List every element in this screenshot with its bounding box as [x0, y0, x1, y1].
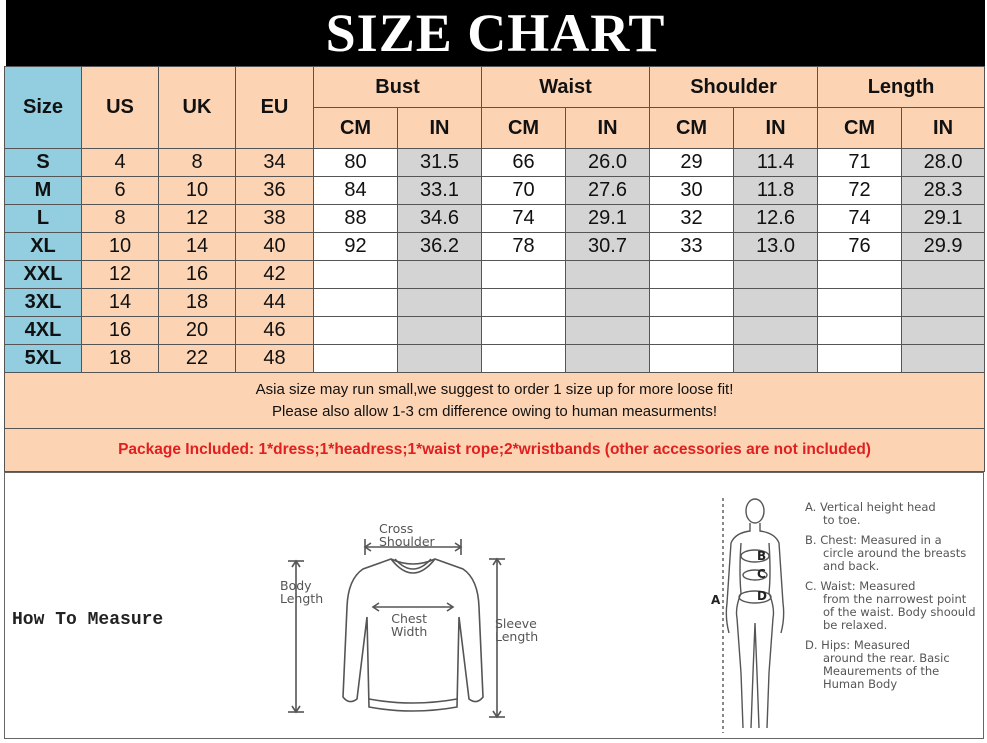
waist-cm-cell	[482, 261, 566, 289]
waist-in-cell: 30.7	[566, 233, 650, 261]
shoulder-cm-cell: 29	[650, 149, 734, 177]
size-rows	[5, 149, 985, 373]
eu-cell: 36	[236, 177, 314, 205]
length-in-cell	[902, 289, 985, 317]
package-row	[5, 429, 985, 472]
definition-b: B. Chest: Measured in a circle around the breasts and back.	[805, 533, 967, 573]
how-to-measure-label: How To Measure	[12, 610, 164, 630]
letter-b: B	[757, 549, 767, 563]
length-cm-cell: 72	[818, 177, 902, 205]
length-in-cell	[902, 345, 985, 373]
shoulder-in-cell	[734, 345, 818, 373]
shoulder-in-cell	[734, 289, 818, 317]
letter-d: D	[757, 589, 767, 603]
shoulder-in-cell: 11.8	[734, 177, 818, 205]
letter-a: A	[711, 593, 721, 607]
shoulder-in-cell: 11.4	[734, 149, 818, 177]
bust-in-cell: 31.5	[398, 149, 482, 177]
shoulder-cm-cell: 32	[650, 205, 734, 233]
size-cell: L	[5, 205, 82, 233]
unit-cm: CM	[818, 108, 902, 149]
uk-cell: 22	[159, 345, 236, 373]
size-table	[4, 66, 985, 472]
shoulder-cm-cell	[650, 345, 734, 373]
body-measure-diagram	[705, 493, 800, 738]
shoulder-cm-cell	[650, 317, 734, 345]
bust-cm-cell: 88	[314, 205, 398, 233]
header-length: Length	[818, 67, 985, 108]
uk-cell: 10	[159, 177, 236, 205]
waist-cm-cell: 74	[482, 205, 566, 233]
fit-note	[5, 373, 985, 429]
shoulder-cm-cell	[650, 289, 734, 317]
us-cell: 12	[82, 261, 159, 289]
fit-note-line-1: Asia size may run small,we suggest to order 1 size up for more loose fit!	[255, 380, 734, 398]
waist-in-cell	[566, 345, 650, 373]
page-title: SIZE CHART	[6, 0, 985, 66]
length-in-cell: 29.9	[902, 233, 985, 261]
size-cell: 4XL	[5, 317, 82, 345]
note-row	[5, 373, 985, 429]
uk-cell: 16	[159, 261, 236, 289]
length-cm-cell	[818, 289, 902, 317]
shirt-measure-diagram	[273, 517, 563, 737]
human-body-icon	[705, 493, 800, 738]
waist-cm-cell	[482, 317, 566, 345]
header-size: Size	[5, 67, 82, 149]
unit-cm: CM	[482, 108, 566, 149]
waist-cm-cell: 66	[482, 149, 566, 177]
table-row	[5, 289, 985, 317]
unit-in: IN	[734, 108, 818, 149]
length-in-cell: 28.0	[902, 149, 985, 177]
definition-c: C. Waist: Measured from the narrowest point of the waist. Body shoould be relaxed.	[805, 579, 976, 632]
waist-in-cell: 29.1	[566, 205, 650, 233]
header-waist: Waist	[482, 67, 650, 108]
table-row	[5, 149, 985, 177]
bust-in-cell	[398, 261, 482, 289]
shoulder-in-cell	[734, 317, 818, 345]
us-cell: 6	[82, 177, 159, 205]
bust-cm-cell	[314, 345, 398, 373]
definition-d: D. Hips: Measured around the rear. Basic Meaurements of the Human Body	[805, 638, 950, 691]
uk-cell: 12	[159, 205, 236, 233]
uk-cell: 20	[159, 317, 236, 345]
uk-cell: 8	[159, 149, 236, 177]
us-cell: 14	[82, 289, 159, 317]
us-cell: 4	[82, 149, 159, 177]
waist-cm-cell: 70	[482, 177, 566, 205]
package-included-text: Package Included: 1*dress;1*headress;1*waist rope;2*wristbands (other accessories are not included)	[5, 429, 985, 472]
table-row	[5, 317, 985, 345]
size-cell: 3XL	[5, 289, 82, 317]
table-row	[5, 177, 985, 205]
waist-in-cell	[566, 261, 650, 289]
shoulder-cm-cell: 30	[650, 177, 734, 205]
length-in-cell	[902, 317, 985, 345]
definition-a: A. Vertical height head to toe.	[805, 500, 936, 527]
bust-cm-cell	[314, 261, 398, 289]
length-cm-cell: 76	[818, 233, 902, 261]
size-cell: 5XL	[5, 345, 82, 373]
us-cell: 10	[82, 233, 159, 261]
measurement-definitions	[805, 501, 980, 698]
length-cm-cell	[818, 261, 902, 289]
size-cell: M	[5, 177, 82, 205]
header-shoulder: Shoulder	[650, 67, 818, 108]
length-in-cell: 28.3	[902, 177, 985, 205]
bust-in-cell	[398, 345, 482, 373]
unit-cm: CM	[650, 108, 734, 149]
eu-cell: 40	[236, 233, 314, 261]
waist-cm-cell: 78	[482, 233, 566, 261]
waist-in-cell: 27.6	[566, 177, 650, 205]
bust-cm-cell: 80	[314, 149, 398, 177]
bust-cm-cell	[314, 289, 398, 317]
eu-cell: 46	[236, 317, 314, 345]
sleeve-length-label: Sleeve Length	[495, 616, 539, 644]
bust-in-cell	[398, 317, 482, 345]
length-in-cell: 29.1	[902, 205, 985, 233]
header-bust: Bust	[314, 67, 482, 108]
bust-in-cell	[398, 289, 482, 317]
length-cm-cell	[818, 345, 902, 373]
eu-cell: 44	[236, 289, 314, 317]
table-row	[5, 261, 985, 289]
table-row	[5, 233, 985, 261]
shoulder-in-cell: 13.0	[734, 233, 818, 261]
header-eu: EU	[236, 67, 314, 149]
letter-c: C	[757, 567, 766, 581]
bust-cm-cell: 84	[314, 177, 398, 205]
length-cm-cell: 71	[818, 149, 902, 177]
shoulder-cm-cell	[650, 261, 734, 289]
length-in-cell	[902, 261, 985, 289]
body-length-label: Body Length	[280, 578, 324, 606]
fit-note-line-2: Please also allow 1-3 cm difference owing to human measurments!	[272, 402, 717, 420]
table-row	[5, 205, 985, 233]
waist-in-cell	[566, 317, 650, 345]
shoulder-cm-cell: 33	[650, 233, 734, 261]
size-cell: XXL	[5, 261, 82, 289]
chest-width-label: Chest Width	[391, 611, 428, 639]
how-to-measure-panel	[4, 472, 984, 739]
bust-cm-cell	[314, 317, 398, 345]
uk-cell: 18	[159, 289, 236, 317]
eu-cell: 48	[236, 345, 314, 373]
size-cell: XL	[5, 233, 82, 261]
waist-in-cell	[566, 289, 650, 317]
length-cm-cell	[818, 317, 902, 345]
unit-in: IN	[902, 108, 985, 149]
unit-cm: CM	[314, 108, 398, 149]
unit-in: IN	[398, 108, 482, 149]
length-cm-cell: 74	[818, 205, 902, 233]
us-cell: 18	[82, 345, 159, 373]
table-row	[5, 345, 985, 373]
cross-shoulder-label: Cross Shoulder	[379, 521, 435, 549]
waist-cm-cell	[482, 289, 566, 317]
bust-cm-cell: 92	[314, 233, 398, 261]
us-cell: 16	[82, 317, 159, 345]
shoulder-in-cell	[734, 261, 818, 289]
size-cell: S	[5, 149, 82, 177]
unit-in: IN	[566, 108, 650, 149]
header-row	[5, 67, 985, 108]
bust-in-cell: 33.1	[398, 177, 482, 205]
shoulder-in-cell: 12.6	[734, 205, 818, 233]
waist-in-cell: 26.0	[566, 149, 650, 177]
bust-in-cell: 34.6	[398, 205, 482, 233]
eu-cell: 38	[236, 205, 314, 233]
header-us: US	[82, 67, 159, 149]
us-cell: 8	[82, 205, 159, 233]
eu-cell: 34	[236, 149, 314, 177]
bust-in-cell: 36.2	[398, 233, 482, 261]
uk-cell: 14	[159, 233, 236, 261]
eu-cell: 42	[236, 261, 314, 289]
waist-cm-cell	[482, 345, 566, 373]
header-uk: UK	[159, 67, 236, 149]
